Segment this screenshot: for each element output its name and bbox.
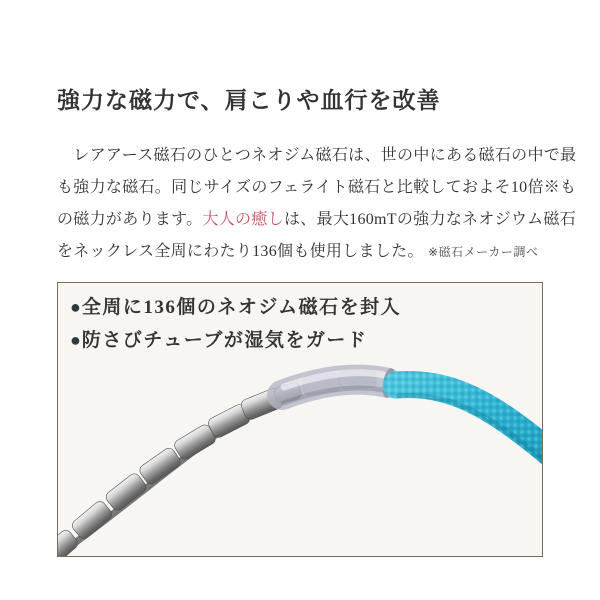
paragraph-line — [57, 236, 549, 268]
product-name-highlight: 大人の癒し — [202, 211, 284, 228]
bullet-marker-icon: ● — [70, 297, 81, 317]
paragraph-line — [57, 140, 577, 172]
paragraph-text: の磁力があります。 — [57, 211, 203, 228]
paragraph-text: も強力な磁石。同じサイズのフェライト磁石と比較しておよそ10倍※も — [57, 179, 577, 196]
description-paragraph — [57, 140, 577, 268]
paragraph-text: レアアース磁石のひとつネオジム磁石は、世の中にある磁石の中で最 — [57, 147, 577, 164]
figure-bullet-list — [70, 291, 401, 357]
anti-rust-tube — [282, 367, 398, 403]
paragraph-line — [57, 172, 577, 204]
paragraph-text: をネックレス全周にわたり136個も使用しました。 — [57, 243, 424, 260]
bullet-marker-icon: ● — [70, 330, 81, 350]
bullet-item — [70, 291, 401, 324]
footnote-text: ※磁石メーカー調べ — [428, 245, 539, 259]
bullet-text: 全周に136個のネオジム磁石を封入 — [81, 297, 402, 318]
bead-chain — [58, 381, 303, 556]
cord — [396, 385, 542, 463]
paragraph-text: は、最大160mTの強力なネオジウム磁石 — [283, 211, 576, 228]
bullet-text: 防さびチューブが湿気をガード — [81, 330, 368, 351]
page-title: 強力な磁力で、肩こりや血行を改善 — [57, 88, 441, 113]
paragraph-line — [57, 204, 576, 236]
magnet-bead — [70, 499, 114, 541]
product-figure — [57, 282, 543, 557]
bullet-item — [70, 324, 401, 357]
